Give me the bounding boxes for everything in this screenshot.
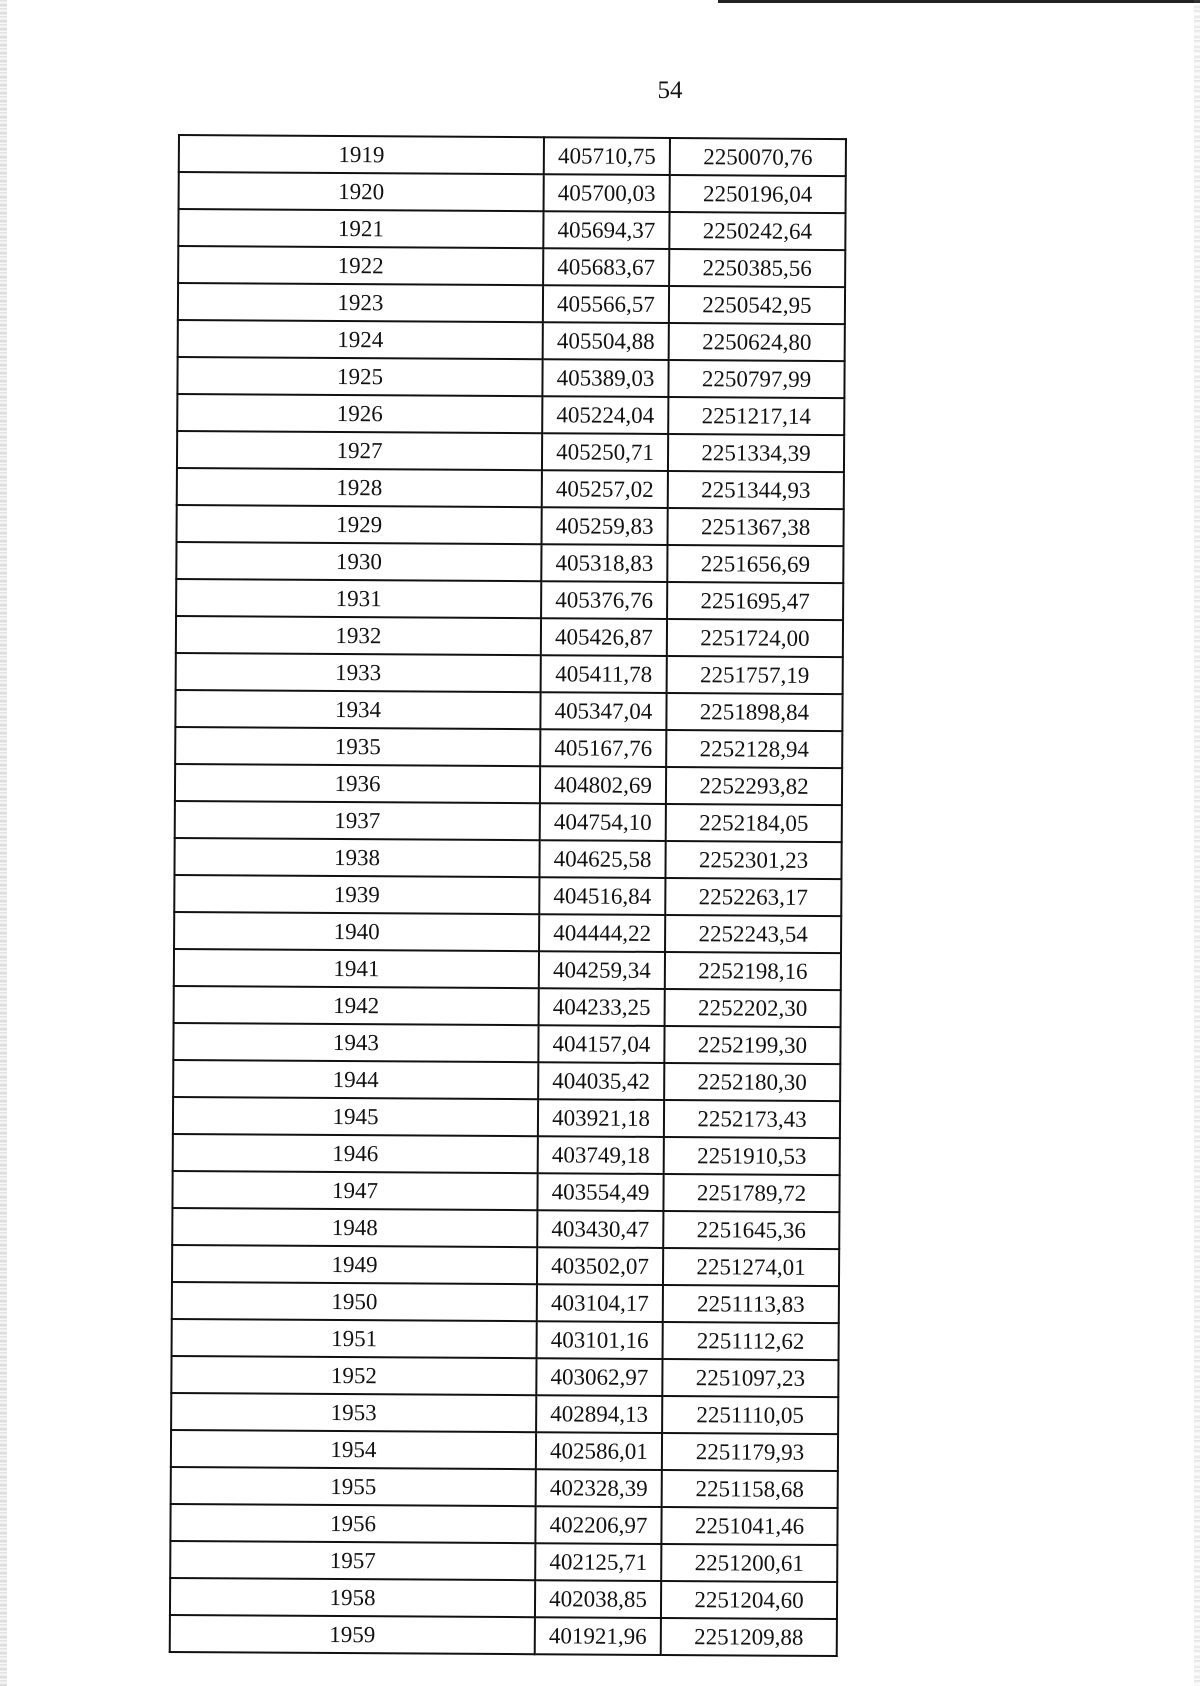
y-coordinate-cell: 2251041,46 xyxy=(661,1507,837,1545)
y-coordinate-cell: 2252243,54 xyxy=(665,915,841,953)
coordinates-table xyxy=(169,134,847,1657)
table-row xyxy=(171,1393,838,1434)
table-row xyxy=(178,209,845,250)
x-coordinate-cell: 402206,97 xyxy=(535,1506,661,1544)
point-id-cell: 1928 xyxy=(177,468,542,507)
y-coordinate-cell: 2252199,30 xyxy=(664,1026,840,1064)
y-coordinate-cell: 2251158,68 xyxy=(662,1470,838,1508)
page-number: 54 xyxy=(657,77,683,104)
point-id-cell: 1919 xyxy=(179,135,544,174)
x-coordinate-cell: 404233,25 xyxy=(539,988,665,1026)
y-coordinate-cell: 2251645,36 xyxy=(663,1211,839,1249)
y-coordinate-cell: 2251112,62 xyxy=(663,1322,839,1360)
y-coordinate-cell: 2250624,80 xyxy=(669,323,845,361)
x-coordinate-cell: 404157,04 xyxy=(538,1025,664,1063)
table-row xyxy=(176,542,843,583)
table-row xyxy=(177,394,844,435)
table-row xyxy=(170,1541,837,1582)
x-coordinate-cell: 403554,49 xyxy=(537,1173,663,1211)
x-coordinate-cell: 405389,03 xyxy=(542,359,668,397)
table-row xyxy=(177,505,844,546)
table-row xyxy=(171,1467,838,1508)
x-coordinate-cell: 404259,34 xyxy=(539,951,665,989)
x-coordinate-cell: 404035,42 xyxy=(538,1062,664,1100)
x-coordinate-cell: 405411,78 xyxy=(541,655,667,693)
table-row xyxy=(175,727,842,768)
table-row xyxy=(176,616,843,657)
scan-edge-top xyxy=(718,0,1200,3)
point-id-cell: 1929 xyxy=(177,505,542,544)
point-id-cell: 1925 xyxy=(177,357,542,396)
x-coordinate-cell: 404444,22 xyxy=(539,914,665,952)
y-coordinate-cell: 2251204,60 xyxy=(661,1581,837,1619)
table-row xyxy=(172,1208,839,1249)
table-row xyxy=(175,801,842,842)
table-row xyxy=(174,838,841,879)
scan-edge-left xyxy=(0,0,7,1686)
y-coordinate-cell: 2251113,83 xyxy=(663,1285,839,1323)
y-coordinate-cell: 2251789,72 xyxy=(663,1174,839,1212)
x-coordinate-cell: 403430,47 xyxy=(537,1210,663,1248)
x-coordinate-cell: 403104,17 xyxy=(537,1284,663,1322)
y-coordinate-cell: 2250196,04 xyxy=(670,175,846,213)
y-coordinate-cell: 2252180,30 xyxy=(664,1063,840,1101)
point-id-cell: 1924 xyxy=(178,320,543,359)
x-coordinate-cell: 403502,07 xyxy=(537,1247,663,1285)
y-coordinate-cell: 2250797,99 xyxy=(668,360,844,398)
x-coordinate-cell: 403749,18 xyxy=(538,1136,664,1174)
table-row xyxy=(171,1430,838,1471)
table-row xyxy=(178,283,845,324)
point-id-cell: 1920 xyxy=(179,172,544,211)
table-row xyxy=(174,949,841,990)
x-coordinate-cell: 404802,69 xyxy=(540,766,666,804)
table-row xyxy=(171,1356,838,1397)
x-coordinate-cell: 405504,88 xyxy=(543,322,669,360)
y-coordinate-cell: 2252263,17 xyxy=(665,878,841,916)
x-coordinate-cell: 405683,67 xyxy=(543,248,669,286)
x-coordinate-cell: 403921,18 xyxy=(538,1099,664,1137)
table-row xyxy=(179,172,846,213)
point-id-cell: 1956 xyxy=(170,1504,535,1543)
point-id-cell: 1921 xyxy=(178,209,543,248)
point-id-cell: 1931 xyxy=(176,579,541,618)
point-id-cell: 1922 xyxy=(178,246,543,285)
y-coordinate-cell: 2251344,93 xyxy=(668,471,844,509)
y-coordinate-cell: 2252184,05 xyxy=(666,804,842,842)
coordinates-table-body xyxy=(170,135,846,1656)
x-coordinate-cell: 405694,37 xyxy=(543,211,669,249)
table-row xyxy=(179,135,846,176)
x-coordinate-cell: 402328,39 xyxy=(536,1469,662,1507)
x-coordinate-cell: 405710,75 xyxy=(544,137,670,175)
y-coordinate-cell: 2251656,69 xyxy=(667,545,843,583)
x-coordinate-cell: 405259,83 xyxy=(542,507,668,545)
x-coordinate-cell: 405347,04 xyxy=(540,692,666,730)
x-coordinate-cell: 405167,76 xyxy=(540,729,666,767)
y-coordinate-cell: 2250385,56 xyxy=(669,249,845,287)
table-row xyxy=(174,875,841,916)
y-coordinate-cell: 2251757,19 xyxy=(667,656,843,694)
table-row xyxy=(170,1504,837,1545)
table-row xyxy=(172,1245,839,1286)
y-coordinate-cell: 2252173,43 xyxy=(664,1100,840,1138)
y-coordinate-cell: 2251898,84 xyxy=(666,693,842,731)
y-coordinate-cell: 2250242,64 xyxy=(669,212,845,250)
point-id-cell: 1948 xyxy=(172,1208,537,1247)
y-coordinate-cell: 2251097,23 xyxy=(662,1359,838,1397)
y-coordinate-cell: 2251200,61 xyxy=(661,1544,837,1582)
x-coordinate-cell: 402038,85 xyxy=(535,1580,661,1618)
point-id-cell: 1959 xyxy=(170,1615,535,1654)
point-id-cell: 1930 xyxy=(176,542,541,581)
y-coordinate-cell: 2251274,01 xyxy=(663,1248,839,1286)
point-id-cell: 1950 xyxy=(172,1282,537,1321)
y-coordinate-cell: 2252128,94 xyxy=(666,730,842,768)
table-row xyxy=(173,1023,840,1064)
x-coordinate-cell: 404754,10 xyxy=(540,803,666,841)
x-coordinate-cell: 403101,16 xyxy=(537,1321,663,1359)
table-row xyxy=(178,246,845,287)
y-coordinate-cell: 2251724,00 xyxy=(667,619,843,657)
table-row xyxy=(170,1615,837,1656)
point-id-cell: 1935 xyxy=(175,727,540,766)
point-id-cell: 1933 xyxy=(176,653,541,692)
point-id-cell: 1926 xyxy=(177,394,542,433)
point-id-cell: 1937 xyxy=(175,801,540,840)
table-row xyxy=(173,1060,840,1101)
point-id-cell: 1954 xyxy=(171,1430,536,1469)
x-coordinate-cell: 402125,71 xyxy=(535,1543,661,1581)
point-id-cell: 1945 xyxy=(173,1097,538,1136)
x-coordinate-cell: 405224,04 xyxy=(542,396,668,434)
point-id-cell: 1932 xyxy=(176,616,541,655)
y-coordinate-cell: 2251367,38 xyxy=(667,508,843,546)
point-id-cell: 1940 xyxy=(174,912,539,951)
point-id-cell: 1955 xyxy=(171,1467,536,1506)
table-row xyxy=(177,468,844,509)
table-row xyxy=(173,1097,840,1138)
table-row xyxy=(172,1171,839,1212)
x-coordinate-cell: 405566,57 xyxy=(543,285,669,323)
x-coordinate-cell: 405700,03 xyxy=(544,174,670,212)
y-coordinate-cell: 2250542,95 xyxy=(669,286,845,324)
point-id-cell: 1942 xyxy=(174,986,539,1025)
y-coordinate-cell: 2251695,47 xyxy=(667,582,843,620)
y-coordinate-cell: 2251209,88 xyxy=(661,1618,837,1656)
y-coordinate-cell: 2252293,82 xyxy=(666,767,842,805)
point-id-cell: 1952 xyxy=(171,1356,536,1395)
table-row xyxy=(173,1134,840,1175)
y-coordinate-cell: 2252301,23 xyxy=(665,841,841,879)
x-coordinate-cell: 405426,87 xyxy=(541,618,667,656)
table-row xyxy=(174,986,841,1027)
point-id-cell: 1953 xyxy=(171,1393,536,1432)
point-id-cell: 1944 xyxy=(173,1060,538,1099)
point-id-cell: 1947 xyxy=(172,1171,537,1210)
y-coordinate-cell: 2251110,05 xyxy=(662,1396,838,1434)
x-coordinate-cell: 405318,83 xyxy=(541,544,667,582)
x-coordinate-cell: 405376,76 xyxy=(541,581,667,619)
point-id-cell: 1941 xyxy=(174,949,539,988)
x-coordinate-cell: 404625,58 xyxy=(539,840,665,878)
y-coordinate-cell: 2252202,30 xyxy=(665,989,841,1027)
table-row xyxy=(175,690,842,731)
table-row xyxy=(174,912,841,953)
y-coordinate-cell: 2251179,93 xyxy=(662,1433,838,1471)
point-id-cell: 1938 xyxy=(174,838,539,877)
point-id-cell: 1958 xyxy=(170,1578,535,1617)
table-row xyxy=(176,579,843,620)
table-row xyxy=(177,357,844,398)
y-coordinate-cell: 2251217,14 xyxy=(668,397,844,435)
table-row xyxy=(172,1282,839,1323)
point-id-cell: 1923 xyxy=(178,283,543,322)
point-id-cell: 1943 xyxy=(173,1023,538,1062)
table-row xyxy=(177,431,844,472)
point-id-cell: 1927 xyxy=(177,431,542,470)
x-coordinate-cell: 402586,01 xyxy=(536,1432,662,1470)
point-id-cell: 1934 xyxy=(175,690,540,729)
scan-edge-right xyxy=(1194,0,1200,1686)
point-id-cell: 1936 xyxy=(175,764,540,803)
y-coordinate-cell: 2250070,76 xyxy=(670,138,846,176)
point-id-cell: 1946 xyxy=(173,1134,538,1173)
table-row xyxy=(176,653,843,694)
x-coordinate-cell: 401921,96 xyxy=(535,1617,661,1655)
table-row xyxy=(178,320,845,361)
point-id-cell: 1957 xyxy=(170,1541,535,1580)
table-row xyxy=(170,1578,837,1619)
x-coordinate-cell: 405250,71 xyxy=(542,433,668,471)
table-row xyxy=(172,1319,839,1360)
point-id-cell: 1951 xyxy=(172,1319,537,1358)
x-coordinate-cell: 403062,97 xyxy=(536,1358,662,1396)
x-coordinate-cell: 405257,02 xyxy=(542,470,668,508)
y-coordinate-cell: 2251334,39 xyxy=(668,434,844,472)
point-id-cell: 1949 xyxy=(172,1245,537,1284)
point-id-cell: 1939 xyxy=(174,875,539,914)
table-row xyxy=(175,764,842,805)
x-coordinate-cell: 402894,13 xyxy=(536,1395,662,1433)
y-coordinate-cell: 2252198,16 xyxy=(665,952,841,990)
x-coordinate-cell: 404516,84 xyxy=(539,877,665,915)
y-coordinate-cell: 2251910,53 xyxy=(664,1137,840,1175)
